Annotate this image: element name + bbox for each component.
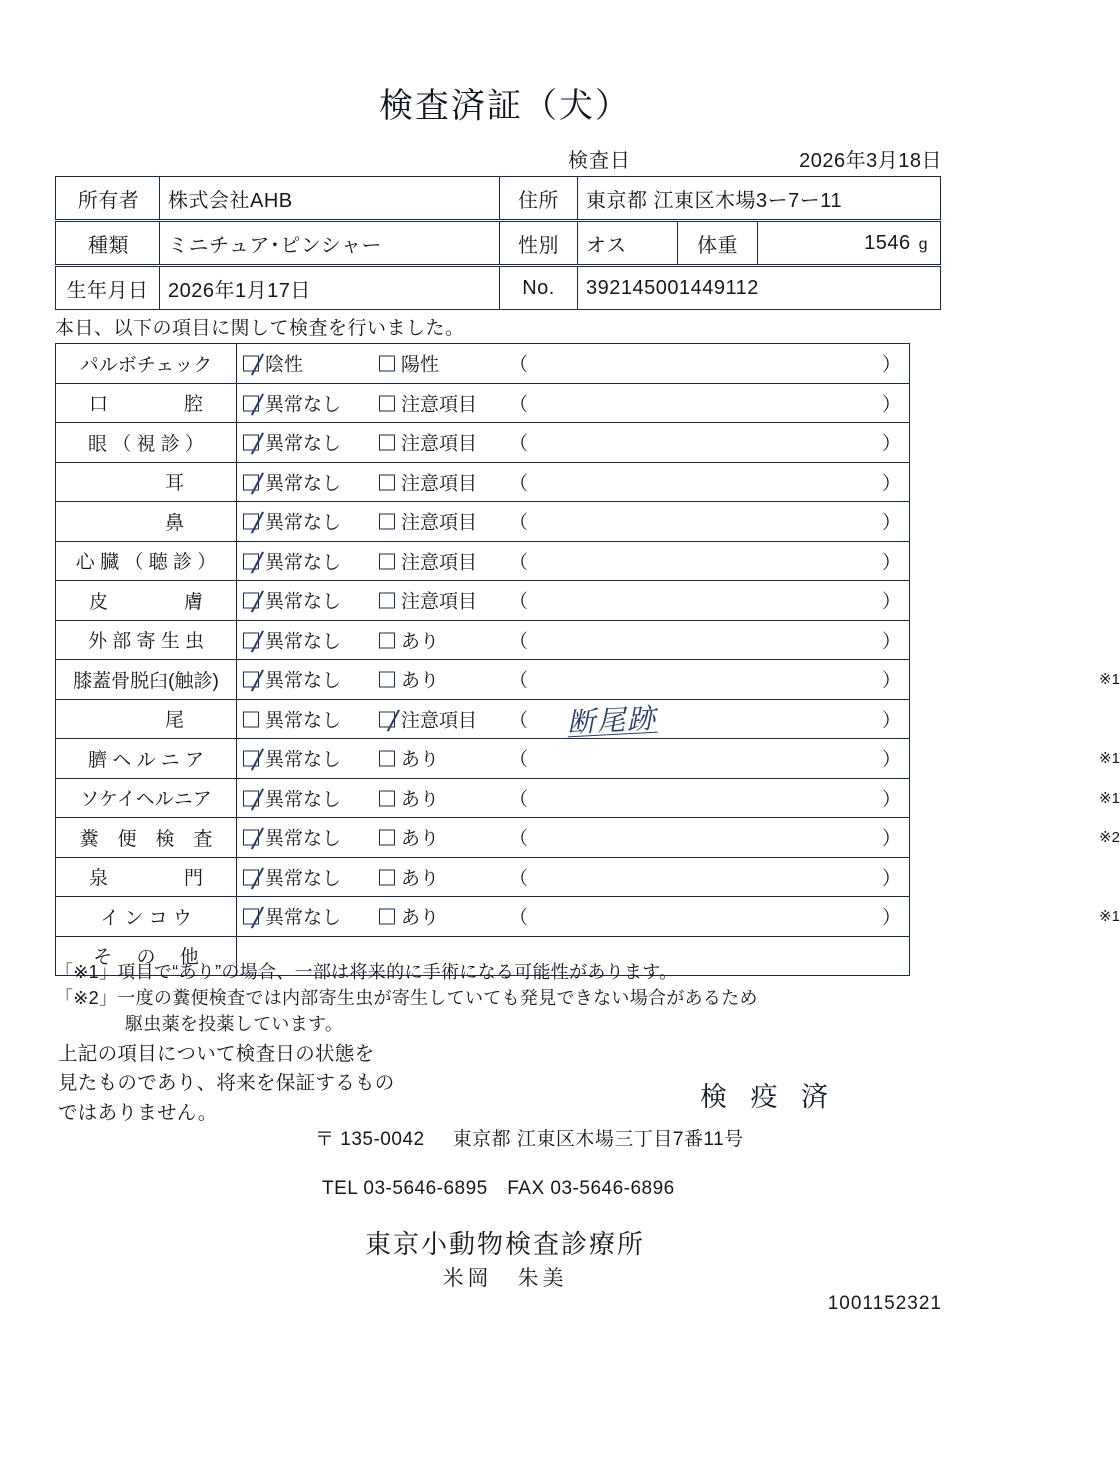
table-row (56, 383, 910, 423)
checkbox-icon[interactable] (243, 672, 259, 688)
paren-open: （ (509, 631, 529, 653)
paren-close: ） (881, 552, 901, 574)
checkbox-icon[interactable] (379, 356, 395, 372)
item-options (237, 739, 1120, 779)
item-name: 外 部 寄 生 虫 (56, 620, 237, 660)
option-label: あり (401, 670, 440, 692)
paren-open: （ (509, 354, 529, 376)
option-label: 注意項目 (401, 473, 478, 495)
weight-value-cell (758, 222, 941, 265)
no-label: No. (500, 267, 578, 310)
paren-open: （ (509, 670, 529, 692)
paren-open: （ (509, 749, 529, 771)
birth-no-table (55, 266, 941, 310)
checkbox-icon[interactable] (379, 474, 395, 490)
option-present[interactable] (379, 626, 439, 653)
item-name: 鼻 (56, 502, 237, 542)
page-title: 検査済証（犬） (379, 87, 631, 125)
option-normal[interactable] (243, 389, 341, 416)
option-present[interactable] (379, 784, 439, 811)
option-label: 異常なし (265, 828, 342, 850)
checkbox-icon[interactable] (243, 593, 259, 609)
owner-value: 株式会社AHB (160, 177, 500, 220)
disclaimer-line-3: ではありません。 (58, 1101, 218, 1124)
item-name: 膝蓋骨脱臼(触診) (56, 660, 237, 700)
weight-label: 体重 (678, 222, 758, 265)
option-positive[interactable] (379, 350, 439, 377)
item-options (237, 462, 910, 502)
option-label: 異常なし (265, 907, 342, 929)
table-row (56, 423, 910, 463)
checkbox-icon[interactable] (379, 711, 395, 727)
paren-close: ） (881, 670, 901, 692)
table-row (56, 857, 910, 897)
serial-number: 1001152321 (827, 1293, 942, 1314)
option-label: あり (401, 907, 440, 929)
clinic-address (315, 1124, 744, 1151)
option-label: 注意項目 (401, 710, 478, 732)
breed-label: 種類 (56, 222, 160, 265)
item-name: 尾 (56, 699, 237, 739)
item-options (237, 660, 1120, 700)
table-row (56, 660, 910, 700)
table-row (56, 897, 910, 937)
table-row-breed (56, 222, 941, 265)
clinic-contact: TEL 03-5646-6895 FAX 03-5646-6896 (322, 1178, 675, 1199)
checkbox-icon[interactable] (243, 790, 259, 806)
option-label: あり (401, 631, 440, 653)
item-options (237, 502, 910, 542)
checkbox-icon[interactable] (243, 711, 259, 727)
option-normal[interactable] (243, 429, 341, 456)
option-label: 注意項目 (401, 552, 478, 574)
option-normal[interactable] (243, 547, 341, 574)
item-options (237, 541, 910, 581)
birth-value: 2026年1月17日 (160, 267, 500, 310)
option-negative[interactable] (243, 350, 303, 377)
option-attention[interactable] (379, 389, 477, 416)
checkbox-icon[interactable] (379, 869, 395, 885)
table-row (56, 699, 910, 739)
option-label: 異常なし (265, 591, 342, 613)
option-normal[interactable] (243, 705, 341, 732)
option-label: 異常なし (265, 394, 342, 416)
paren-close: ） (881, 394, 901, 416)
item-options (237, 818, 1120, 858)
footnote-1: 「※1」項目で“あり”の場合、一部は将来的に手術になる可能性があります。 (55, 962, 678, 982)
paren-close: ） (881, 473, 901, 495)
option-label: 異常なし (265, 749, 342, 771)
checkbox-icon[interactable] (243, 435, 259, 451)
footnotes (55, 959, 758, 1037)
item-options (237, 778, 1120, 818)
option-attention[interactable] (379, 547, 477, 574)
option-present[interactable] (379, 903, 439, 930)
checkbox-icon[interactable] (379, 593, 395, 609)
checkbox-icon[interactable] (243, 474, 259, 490)
paren-open: （ (509, 512, 529, 534)
veterinarian-name: 米岡 朱美 (442, 1267, 568, 1290)
option-present[interactable] (379, 745, 439, 772)
item-options (237, 620, 910, 660)
option-normal[interactable] (243, 587, 341, 614)
paren-open: （ (509, 907, 529, 929)
paren-open: （ (509, 473, 529, 495)
clinic-name: 東京小動物検査診療所 (364, 1229, 645, 1259)
checkbox-icon[interactable] (243, 909, 259, 925)
footnote-2: 「※2」一度の糞便検査では内部寄生虫が寄生していても発見できない場合があるため (55, 988, 758, 1009)
checkbox-icon[interactable] (243, 514, 259, 530)
table-row (56, 739, 910, 779)
paren-open: （ (509, 394, 529, 416)
exam-date-row (0, 144, 1010, 170)
item-name: 臍 ヘ ル ニ ア (56, 739, 237, 779)
item-name: 眼 （ 視 診 ） (56, 423, 237, 463)
exam-date-value: 2026年3月18日 (799, 150, 942, 172)
option-label: 異常なし (265, 789, 342, 811)
item-name: 耳 (56, 462, 237, 502)
option-normal[interactable] (243, 863, 341, 890)
checkbox-icon[interactable] (379, 830, 395, 846)
item-name: 糞 便 検 査 (56, 818, 237, 858)
disclaimer-line-2: 見たものであり、将来を保証するもの (58, 1072, 395, 1095)
option-label: 注意項目 (401, 394, 478, 416)
checkbox-icon[interactable] (243, 356, 259, 372)
paren-open: （ (509, 552, 529, 574)
option-label: 異常なし (265, 552, 342, 574)
paren-open: （ (509, 591, 529, 613)
option-normal[interactable] (243, 745, 341, 772)
paren-close: ） (881, 710, 901, 732)
option-label: 異常なし (265, 473, 342, 495)
item-name: 皮 膚 (56, 581, 237, 621)
item-options (237, 344, 910, 384)
option-label: 異常なし (265, 512, 342, 534)
item-options (237, 699, 910, 739)
paren-open: （ (509, 868, 529, 890)
option-attention[interactable] (379, 508, 477, 535)
option-label: 陰性 (265, 354, 304, 376)
checkbox-icon[interactable] (379, 632, 395, 648)
option-present[interactable] (379, 824, 439, 851)
table-row-owner (56, 177, 941, 220)
item-name: 泉 門 (56, 857, 237, 897)
option-label: 異常なし (265, 631, 342, 653)
option-attention[interactable] (379, 468, 477, 495)
item-name: 口 腔 (56, 383, 237, 423)
checkbox-icon[interactable] (379, 751, 395, 767)
animal-info-table (55, 176, 941, 220)
option-normal[interactable] (243, 784, 341, 811)
checkbox-icon[interactable] (379, 514, 395, 530)
item-name: ソケイヘルニア (56, 778, 237, 818)
weight-unit: g (918, 235, 928, 253)
owner-label: 所有者 (56, 177, 160, 220)
table-row (56, 462, 910, 502)
checkbox-icon[interactable] (379, 395, 395, 411)
item-options (237, 897, 1120, 937)
option-label: 異常なし (265, 868, 342, 890)
quarantine-stamp: 検 疫 済 (700, 1082, 837, 1112)
option-attention[interactable] (379, 587, 477, 614)
item-name: イ ン コ ウ (56, 897, 237, 937)
item-name: パルボチェック (56, 344, 237, 384)
paren-open: （ (509, 828, 529, 850)
paren-open: （ (509, 710, 529, 732)
paren-close: ） (881, 512, 901, 534)
checkbox-icon[interactable] (243, 553, 259, 569)
paren-open: （ (509, 433, 529, 455)
paren-close: ） (881, 591, 901, 613)
table-row (56, 541, 910, 581)
option-normal[interactable] (243, 666, 341, 693)
paren-close: ） (881, 828, 901, 850)
item-options (237, 383, 910, 423)
table-row (56, 581, 910, 621)
option-label: 異常なし (265, 710, 342, 732)
option-normal[interactable] (243, 626, 341, 653)
address-text: 東京都 江東区木場三丁目7番11号 (452, 1129, 744, 1150)
option-label: 異常なし (265, 670, 342, 692)
item-options (237, 423, 910, 463)
table-row-birth (56, 267, 941, 310)
disclaimer-line-1: 上記の項目について検査日の状態を (58, 1043, 375, 1065)
checkbox-icon[interactable] (243, 632, 259, 648)
note-marker: ※1 (1099, 750, 1120, 767)
checkbox-icon[interactable] (243, 395, 259, 411)
note-marker: ※1 (1099, 789, 1120, 807)
postal-code: 〒 135-0042 (315, 1129, 425, 1150)
option-normal[interactable] (243, 824, 341, 851)
checkbox-icon[interactable] (379, 790, 395, 806)
option-normal[interactable] (243, 468, 341, 495)
option-normal[interactable] (243, 903, 341, 930)
address-label: 住所 (500, 177, 578, 220)
disclaimer (58, 1040, 395, 1128)
option-present[interactable] (379, 863, 439, 890)
checkbox-icon[interactable] (379, 435, 395, 451)
checkbox-icon[interactable] (379, 553, 395, 569)
address-value: 東京都 江東区木場3ー7ー11 (578, 177, 941, 220)
option-present[interactable] (379, 666, 439, 693)
option-label: 異常なし (265, 433, 342, 455)
checkbox-icon[interactable] (243, 869, 259, 885)
option-label: あり (401, 868, 440, 890)
handwritten-note: 断尾跡 (566, 701, 658, 740)
sex-label: 性別 (500, 222, 578, 265)
option-label: 注意項目 (401, 591, 478, 613)
checkbox-icon[interactable] (243, 830, 259, 846)
intro-text: 本日、以下の項目に関して検査を行いました。 (55, 318, 465, 339)
table-row (56, 344, 910, 384)
paren-close: ） (881, 433, 901, 455)
birth-label: 生年月日 (56, 267, 160, 310)
option-label: あり (401, 789, 440, 811)
paren-close: ） (881, 749, 901, 771)
item-name: 心 臓 （ 聴 診 ） (56, 541, 237, 581)
option-label: 陽性 (401, 354, 440, 376)
note-marker: ※1 (1099, 671, 1120, 688)
paren-close: ） (881, 868, 901, 890)
paren-close: ） (881, 354, 901, 376)
option-label: あり (401, 828, 440, 850)
breed-sex-weight-table (55, 221, 941, 265)
table-row (56, 778, 910, 818)
breed-value: ミニチュア･ピンシャー (160, 222, 500, 265)
table-row (56, 818, 910, 858)
footnote-3: 駆虫薬を投薬しています。 (125, 1014, 344, 1035)
paren-open: （ (509, 789, 529, 811)
checkbox-icon[interactable] (379, 909, 395, 925)
check-items-table (55, 343, 1120, 976)
table-row (56, 502, 910, 542)
option-label: あり (401, 749, 440, 771)
option-label: 注意項目 (401, 433, 478, 455)
option-normal[interactable] (243, 508, 341, 535)
no-value: 392145001449112 (578, 267, 941, 310)
note-marker: ※2 (1099, 829, 1120, 846)
paren-close: ） (881, 789, 901, 811)
item-options (237, 857, 910, 897)
paren-close: ） (881, 631, 901, 653)
checkbox-icon[interactable] (379, 672, 395, 688)
item-options (237, 581, 910, 621)
option-attention[interactable] (379, 429, 477, 456)
table-row (56, 620, 910, 660)
note-marker: ※1 (1099, 908, 1120, 925)
sex-value: オス (578, 222, 678, 265)
exam-date-label: 検査日 (568, 150, 631, 172)
paren-close: ） (881, 907, 901, 929)
option-label: 注意項目 (401, 512, 478, 534)
option-attention[interactable] (379, 705, 477, 732)
weight-value: 1546 (864, 231, 911, 254)
checkbox-icon[interactable] (243, 751, 259, 767)
item-name: そ の 他 (56, 936, 237, 976)
